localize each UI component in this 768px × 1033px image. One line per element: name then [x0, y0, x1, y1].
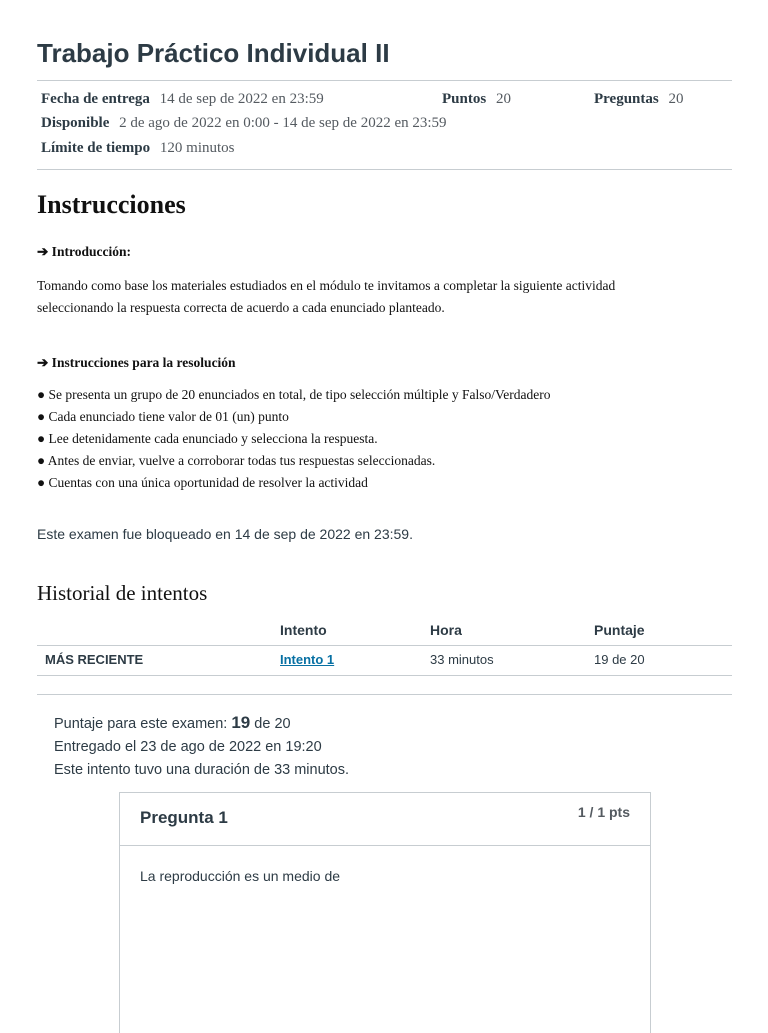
instructions-heading: Instrucciones: [37, 190, 186, 219]
intro-line: seleccionando la respuesta correcta de acuerdo a cada enunciado planteado.: [37, 300, 445, 315]
attempt-score: 19 de 20: [594, 652, 645, 667]
points: [442, 91, 511, 108]
question-text: La reproducción es un medio de: [140, 868, 341, 884]
column-header-score: Puntaje: [594, 622, 645, 638]
table-row: [280, 652, 334, 667]
question-title: Pregunta 1: [140, 808, 228, 827]
submitted-date: Entregado el 23 de ago de 2022 en 19:20: [54, 739, 322, 755]
due-date-label: Fecha de entrega: [41, 91, 150, 107]
question-points: 1 / 1 pts: [577, 804, 630, 820]
exam-score: Puntaje para este examen: 19 de 20: [54, 713, 291, 732]
attempt-duration: Este intento tuvo una duración de 33 minutos.: [54, 762, 350, 778]
column-header-time: Hora: [430, 622, 462, 638]
question-header: [120, 793, 650, 846]
time-limit-label: Límite de tiempo: [41, 140, 151, 156]
intro-line: Tomando como base los materiales estudiados en el módulo te invitamos a completar la siguiente actividad: [37, 278, 616, 293]
time-limit: [41, 140, 235, 157]
list-item: ● Cuentas con una única oportunidad de resolver la actividad: [37, 475, 368, 490]
questions-label: Preguntas: [594, 91, 659, 107]
exam-score-value: 19: [231, 713, 251, 732]
questions-count: [594, 91, 683, 108]
history-heading: Historial de intentos: [37, 581, 208, 605]
attempt-link[interactable]: Intento 1: [280, 652, 335, 667]
attempt-time: 33 minutos: [430, 652, 494, 667]
list-item: ● Se presenta un grupo de 20 enunciados en total, de tipo selección múltiple y Falso/Verdadero: [37, 387, 551, 402]
availability-label: Disponible: [41, 115, 110, 131]
due-date-value: 14 de sep de 2022 en 23:59: [159, 91, 324, 107]
question-card: [119, 792, 651, 1033]
intro-paragraph: [37, 275, 727, 319]
list-item: ● Antes de enviar, vuelve a corroborar todas tus respuestas seleccionadas.: [37, 453, 436, 468]
due-date: [41, 91, 324, 108]
intro-heading: ➔ Introducción:: [37, 244, 131, 259]
column-header-attempt: Intento: [280, 622, 327, 638]
divider: [37, 169, 732, 170]
table-divider: [37, 645, 732, 646]
resolution-heading: ➔ Instrucciones para la resolución: [37, 355, 236, 370]
table-divider: [37, 675, 732, 676]
page-title: Trabajo Práctico Individual II: [37, 38, 390, 68]
points-label: Puntos: [442, 91, 487, 107]
availability: [41, 115, 447, 132]
divider: [37, 80, 732, 81]
availability-value: 2 de ago de 2022 en 0:00 - 14 de sep de 2022 en 23:59: [119, 115, 447, 131]
divider: [37, 694, 732, 695]
list-item: ● Lee detenidamente cada enunciado y selecciona la respuesta.: [37, 431, 378, 446]
locked-notice: Este examen fue bloqueado en 14 de sep de 2022 en 23:59.: [37, 526, 413, 542]
row-label: MÁS RECIENTE: [45, 652, 144, 667]
list-item: ● Cada enunciado tiene valor de 01 (un) punto: [37, 409, 289, 424]
time-limit-value: 120 minutos: [159, 140, 235, 156]
questions-value: 20: [668, 91, 684, 107]
points-value: 20: [495, 91, 511, 107]
